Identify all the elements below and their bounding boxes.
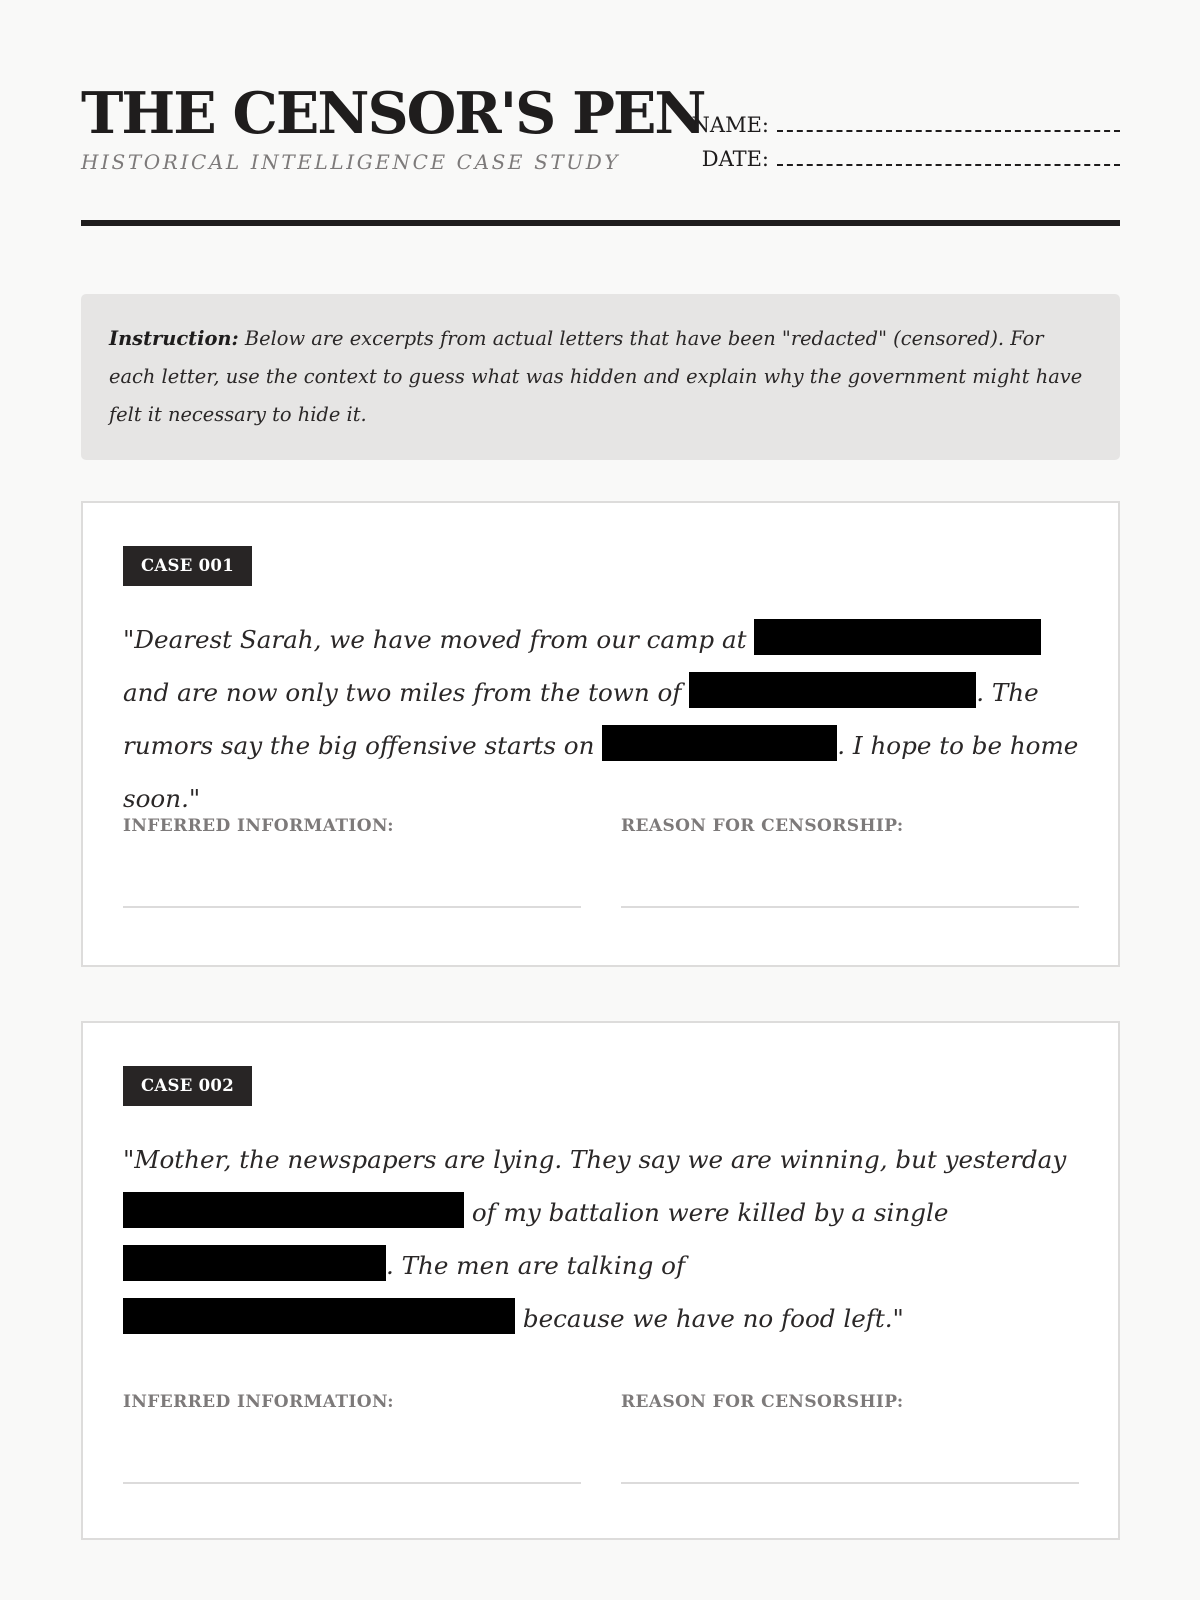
reason-for-censorship-label: REASON FOR CENSORSHIP: bbox=[621, 1392, 904, 1412]
case-card bbox=[81, 1021, 1120, 1540]
inferred-information-label: INFERRED INFORMATION: bbox=[123, 1392, 394, 1412]
letter-text: . The rumors say the big offensive starts on bbox=[123, 678, 1039, 760]
letter-text: "Mother, the newspapers are lying. They say we are winning, but yesterday bbox=[123, 1145, 1067, 1174]
date-row bbox=[680, 146, 1120, 180]
case-card bbox=[81, 501, 1120, 967]
case-badge: CASE 001 bbox=[123, 546, 252, 586]
reason-for-censorship-field bbox=[621, 814, 1079, 924]
redaction-bar bbox=[754, 619, 1041, 655]
date-field[interactable] bbox=[777, 146, 1120, 166]
inferred-information-input[interactable] bbox=[123, 906, 581, 908]
inferred-information-field bbox=[123, 814, 581, 924]
letter-excerpt bbox=[123, 1133, 1083, 1345]
inferred-information-input[interactable] bbox=[123, 1482, 581, 1484]
header bbox=[81, 82, 1120, 182]
name-field[interactable] bbox=[777, 112, 1120, 132]
letter-text: because we have no food left." bbox=[522, 1304, 904, 1333]
case-badge: CASE 002 bbox=[123, 1066, 252, 1106]
answer-fields bbox=[123, 814, 1081, 924]
letter-text: of my battalion were killed by a single bbox=[471, 1198, 949, 1227]
inferred-information-label: INFERRED INFORMATION: bbox=[123, 816, 394, 836]
answer-fields bbox=[123, 1390, 1081, 1500]
letter-text: and are now only two miles from the town of bbox=[123, 678, 682, 707]
letter-excerpt bbox=[123, 613, 1083, 825]
header-divider bbox=[81, 220, 1120, 226]
letter-text: . The men are talking of bbox=[386, 1251, 686, 1280]
instruction-label: Instruction: bbox=[109, 327, 239, 350]
reason-for-censorship-field bbox=[621, 1390, 1079, 1500]
instruction-box bbox=[81, 294, 1120, 460]
redaction-bar bbox=[689, 672, 976, 708]
name-row bbox=[680, 112, 1120, 146]
reason-for-censorship-label: REASON FOR CENSORSHIP: bbox=[621, 816, 904, 836]
inferred-information-field bbox=[123, 1390, 581, 1500]
page-title: THE CENSOR'S PEN bbox=[81, 80, 705, 147]
redaction-bar bbox=[123, 1192, 464, 1228]
name-label: NAME: bbox=[691, 113, 769, 137]
instruction-text: Below are excerpts from actual letters that have been "redacted" (censored). For each letter, use the context to guess what was hidden and explain why the government might have felt it necessary to hide it. bbox=[109, 327, 1083, 426]
redaction-bar bbox=[123, 1245, 386, 1281]
letter-text: "Dearest Sarah, we have moved from our camp at bbox=[123, 625, 747, 654]
letter-text: . I hope to be home soon." bbox=[123, 731, 1079, 813]
redaction-bar bbox=[602, 725, 837, 761]
reason-for-censorship-input[interactable] bbox=[621, 1482, 1079, 1484]
student-info bbox=[680, 112, 1120, 180]
date-label: DATE: bbox=[701, 147, 769, 171]
page-subtitle: HISTORICAL INTELLIGENCE CASE STUDY bbox=[81, 150, 621, 174]
reason-for-censorship-input[interactable] bbox=[621, 906, 1079, 908]
redaction-bar bbox=[123, 1298, 515, 1334]
